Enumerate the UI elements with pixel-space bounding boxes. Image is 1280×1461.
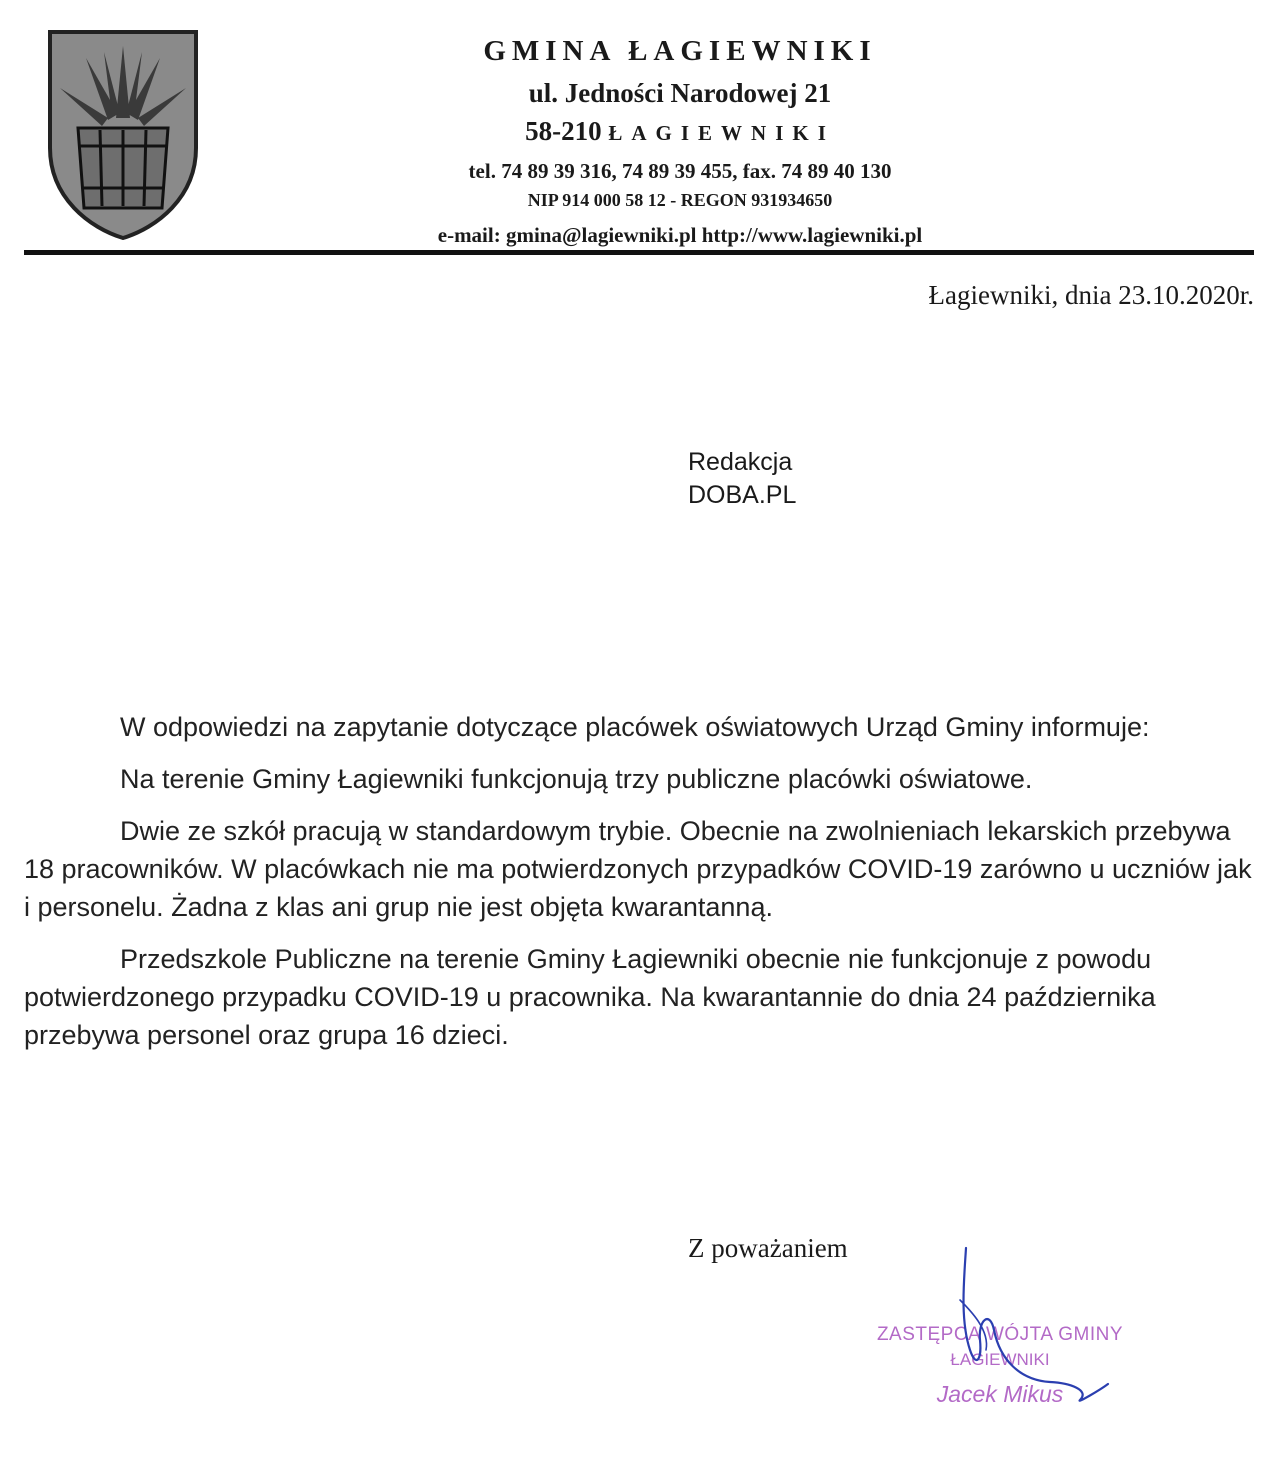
phone-numbers: tel. 74 89 39 316, 74 89 39 455, fax. 74 89 40 130	[468, 159, 892, 183]
letterhead	[240, 28, 1120, 252]
stamp-signatory: Jacek Mikus	[936, 1381, 1064, 1407]
recipient	[688, 446, 796, 512]
paragraph-3: Dwie ze szkół pracują w standardowym trybie. Obecnie na zwolnieniach lekarskich przebywa 18 pracowników. W placówkach nie ma potwierdzonych przypadków COVID-19 zarówno u uczniów jak i personelu. Żadna z klas ani grup nie jest objęta kwarantanną.	[24, 816, 1252, 922]
paragraph-2: Na terenie Gminy Łagiewniki funkcjonują trzy publiczne placówki oświatowe.	[120, 764, 1033, 794]
handwritten-signature-icon	[930, 1240, 1130, 1410]
coat-of-arms-icon	[46, 28, 200, 240]
street-address: ul. Jedności Narodowej 21	[528, 78, 832, 108]
stamp-title: ZASTĘPCA WÓJTA GMINY	[876, 1324, 1124, 1345]
city-name: ŁAGIEWNIKI	[608, 121, 835, 145]
tax-ids: NIP 914 000 58 12 - REGON 931934650	[527, 190, 833, 210]
recipient-line-1: Redakcja	[688, 448, 793, 476]
paragraph-1: W odpowiedzi na zapytanie dotyczące placówek oświatowych Urząd Gminy informuje:	[120, 712, 1150, 742]
municipality-name: GMINA ŁAGIEWNIKI	[483, 35, 877, 67]
recipient-line-2: DOBA.PL	[688, 481, 797, 509]
letter-body	[24, 708, 1258, 1068]
paragraph-4: Przedszkole Publiczne na terenie Gminy Łagiewniki obecnie nie funkcjonuje z powodu potwierdzonego przypadku COVID-19 u pracownika. Na kwarantannie do dnia 24 października przebywa personel oraz grupa 16 dzieci.	[24, 944, 1156, 1050]
postal-code: 58-210	[525, 116, 602, 146]
contact-info: e-mail: gmina@lagiewniki.pl http://www.lagiewniki.pl	[437, 223, 923, 247]
closing-salutation: Z poważaniem	[688, 1233, 848, 1263]
header-divider	[24, 250, 1254, 255]
letter-date: Łagiewniki, dnia 23.10.2020r.	[928, 280, 1254, 310]
postal-address	[240, 112, 1120, 152]
stamp-place: ŁAGIEWNIKI	[950, 1350, 1050, 1369]
